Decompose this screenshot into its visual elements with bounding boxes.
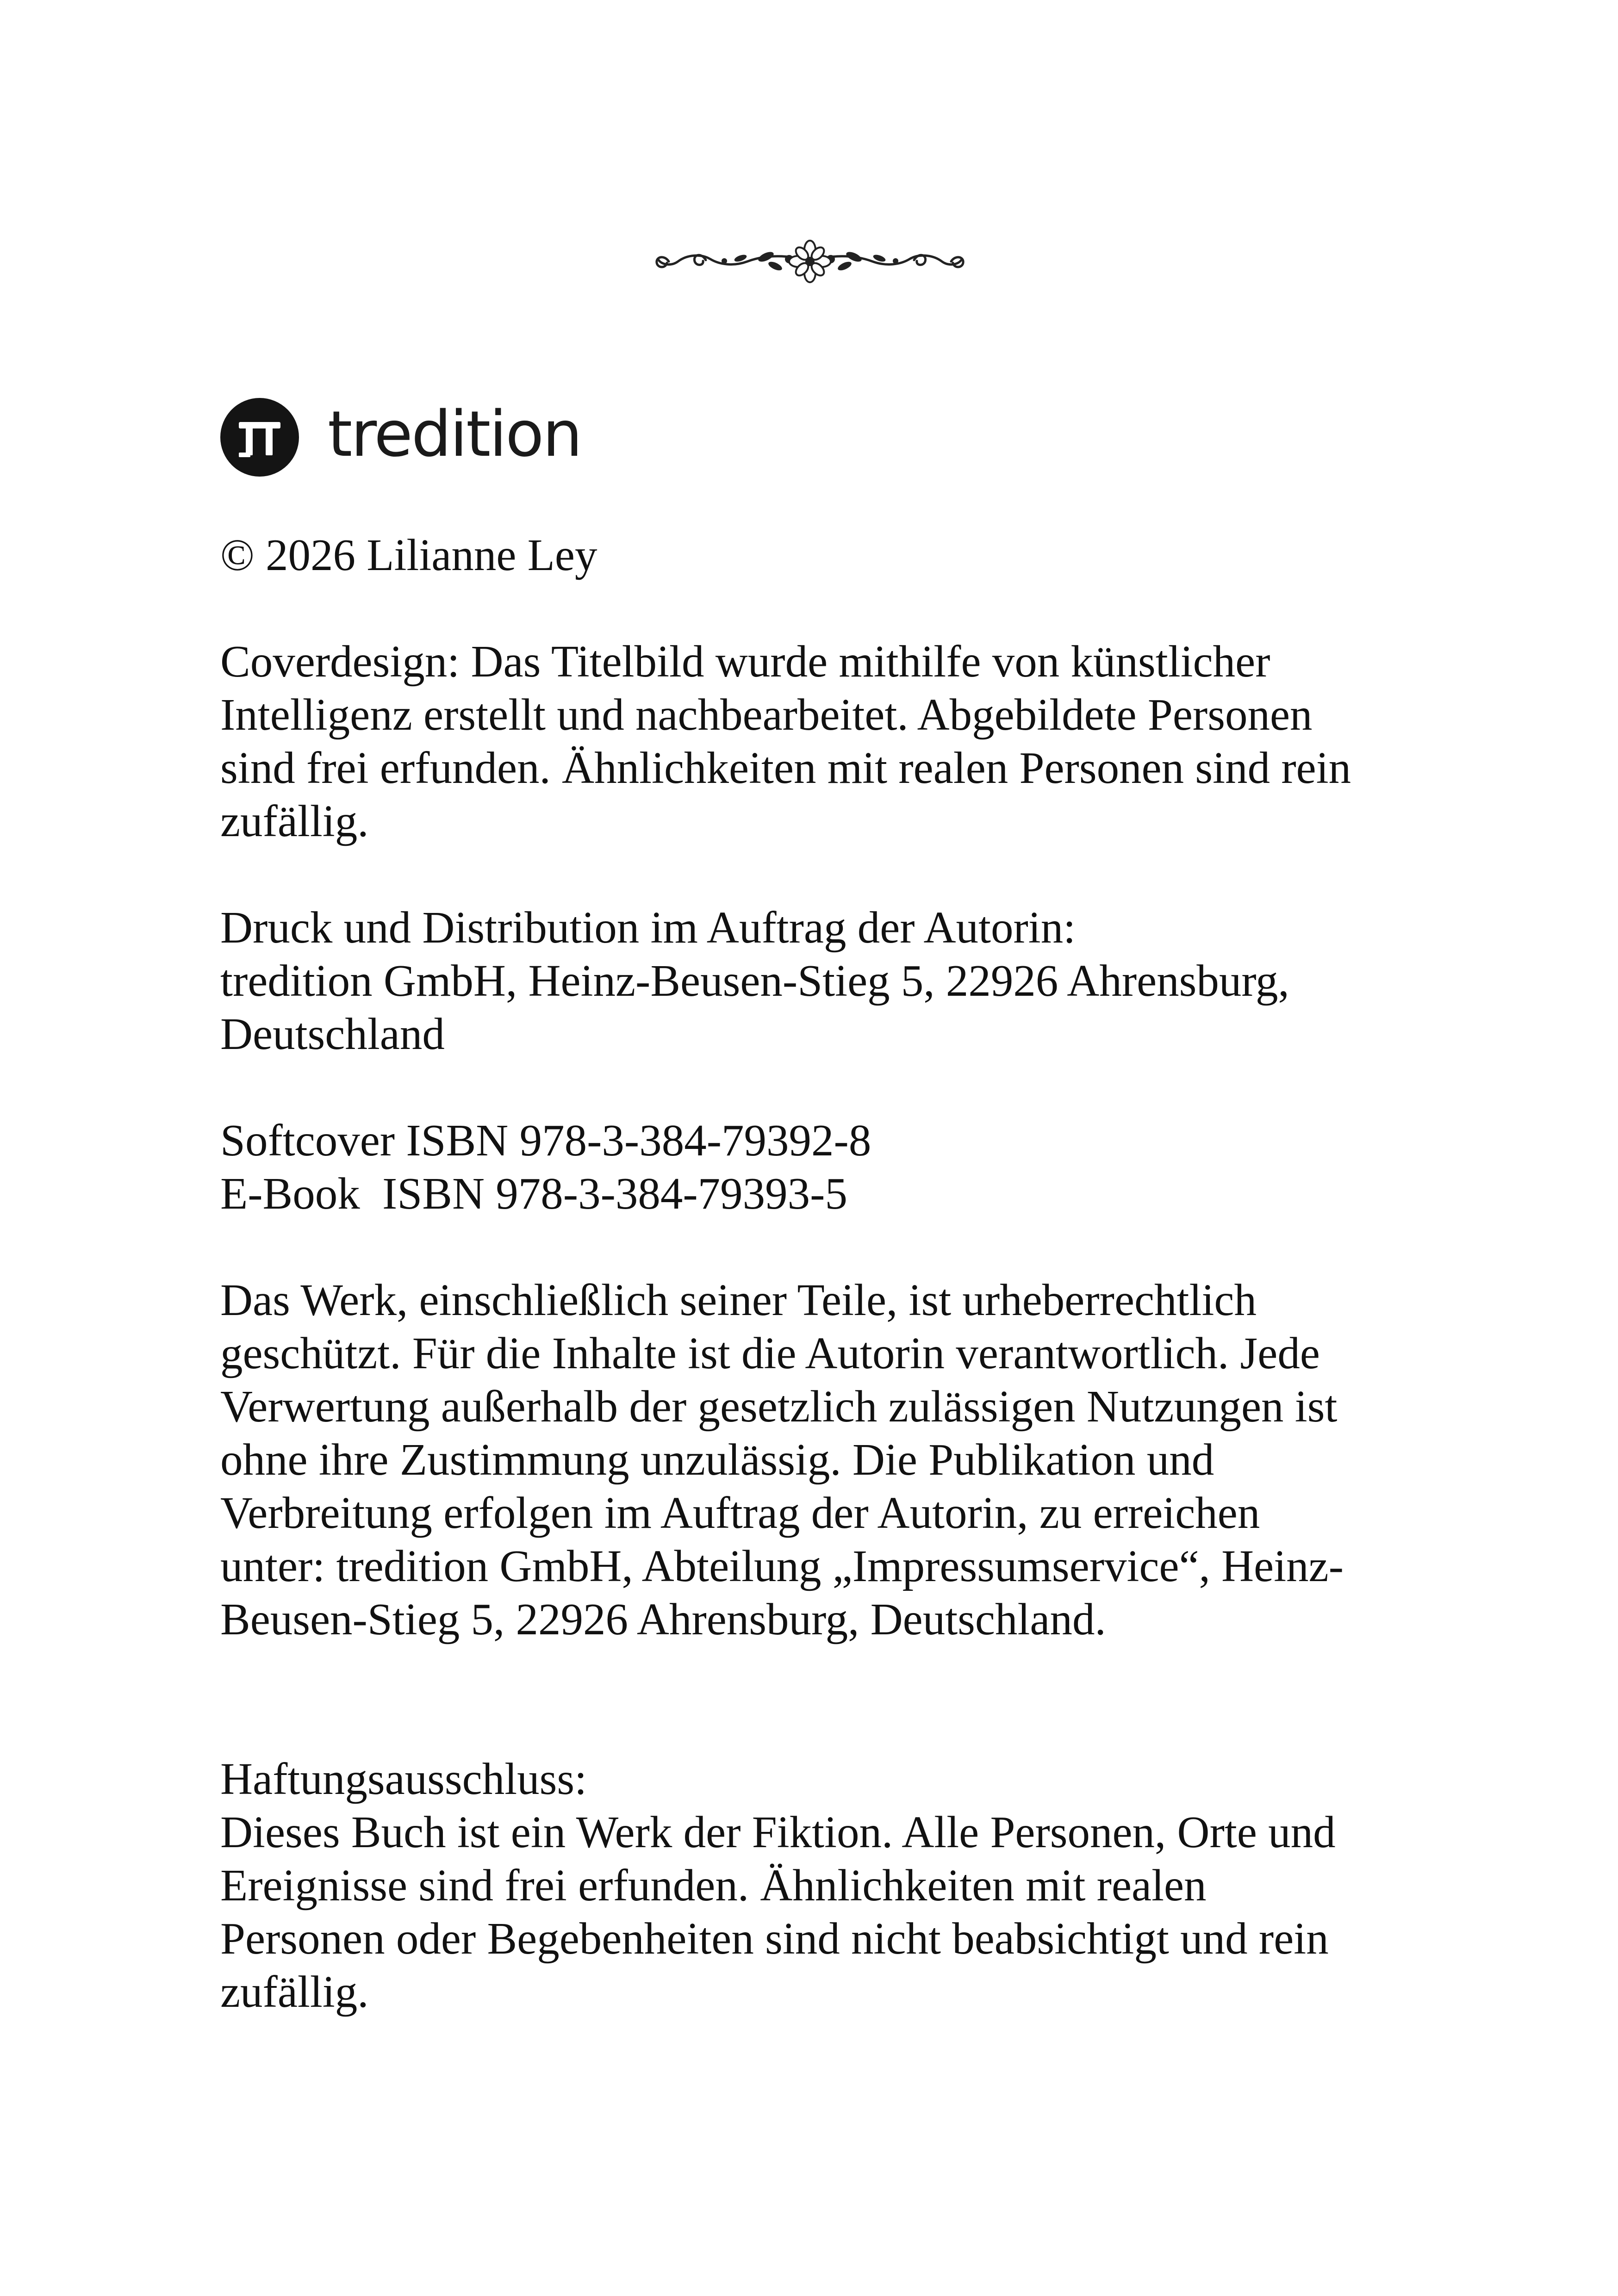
disclaimer-paragraph: Haftungsausschluss: Dieses Buch ist ein Werk der Fiktion. Alle Personen, Orte und Ereignisse sind frei erfunden. Ähnlichkeiten mit realen Personen oder Begebenheiten sind nicht beabsichtigt und rein zufällig. [220,1752,1424,2018]
cover-design-paragraph: Coverdesign: Das Titelbild wurde mithilfe von künstlicher Intelligenz erstellt und nachbearbeitet. Abgebildete Personen sind frei erfunden. Ähnlichkeiten mit realen Personen sind rein zufällig. [220,637,1351,846]
copyright-notice: © 2026 Lilianne Ley [220,530,597,580]
softcover-isbn: Softcover ISBN 978-3-384-79392-8 [220,1116,871,1165]
publisher-logo [220,396,581,479]
tredition-logo-icon [220,398,299,477]
floral-divider-icon [650,236,970,287]
isbn-block [220,1114,1424,1220]
publisher-wordmark: tredition [328,398,581,471]
imprint-text [220,528,1424,2018]
rights-paragraph: Das Werk, einschließlich seiner Teile, ist urheberrechtlich geschützt. Für die Inhalte ist die Autorin verantwortlich. Jede Verwertung außerhalb der gesetzlich zulässigen Nutzungen ist ohne ihre Zustimmung unzulässig. Die Publikation und Verbreitung erfolgen im Auftrag der Autorin, zu erreichen unter: tredition GmbH, Abteilung „Impressumservice“, Heinz- Beusen-Stieg 5, 22926 Ahrensburg, Deutschland. [220,1275,1344,1644]
disclaimer-heading: Haftungsausschluss: [220,1754,587,1804]
ebook-isbn: E-Book ISBN 978-3-384-79393-5 [220,1169,847,1218]
printing-paragraph: Druck und Distribution im Auftrag der Autorin: tredition GmbH, Heinz-Beusen-Stieg 5, 22926 Ahrensburg, Deutschland [220,903,1289,1059]
